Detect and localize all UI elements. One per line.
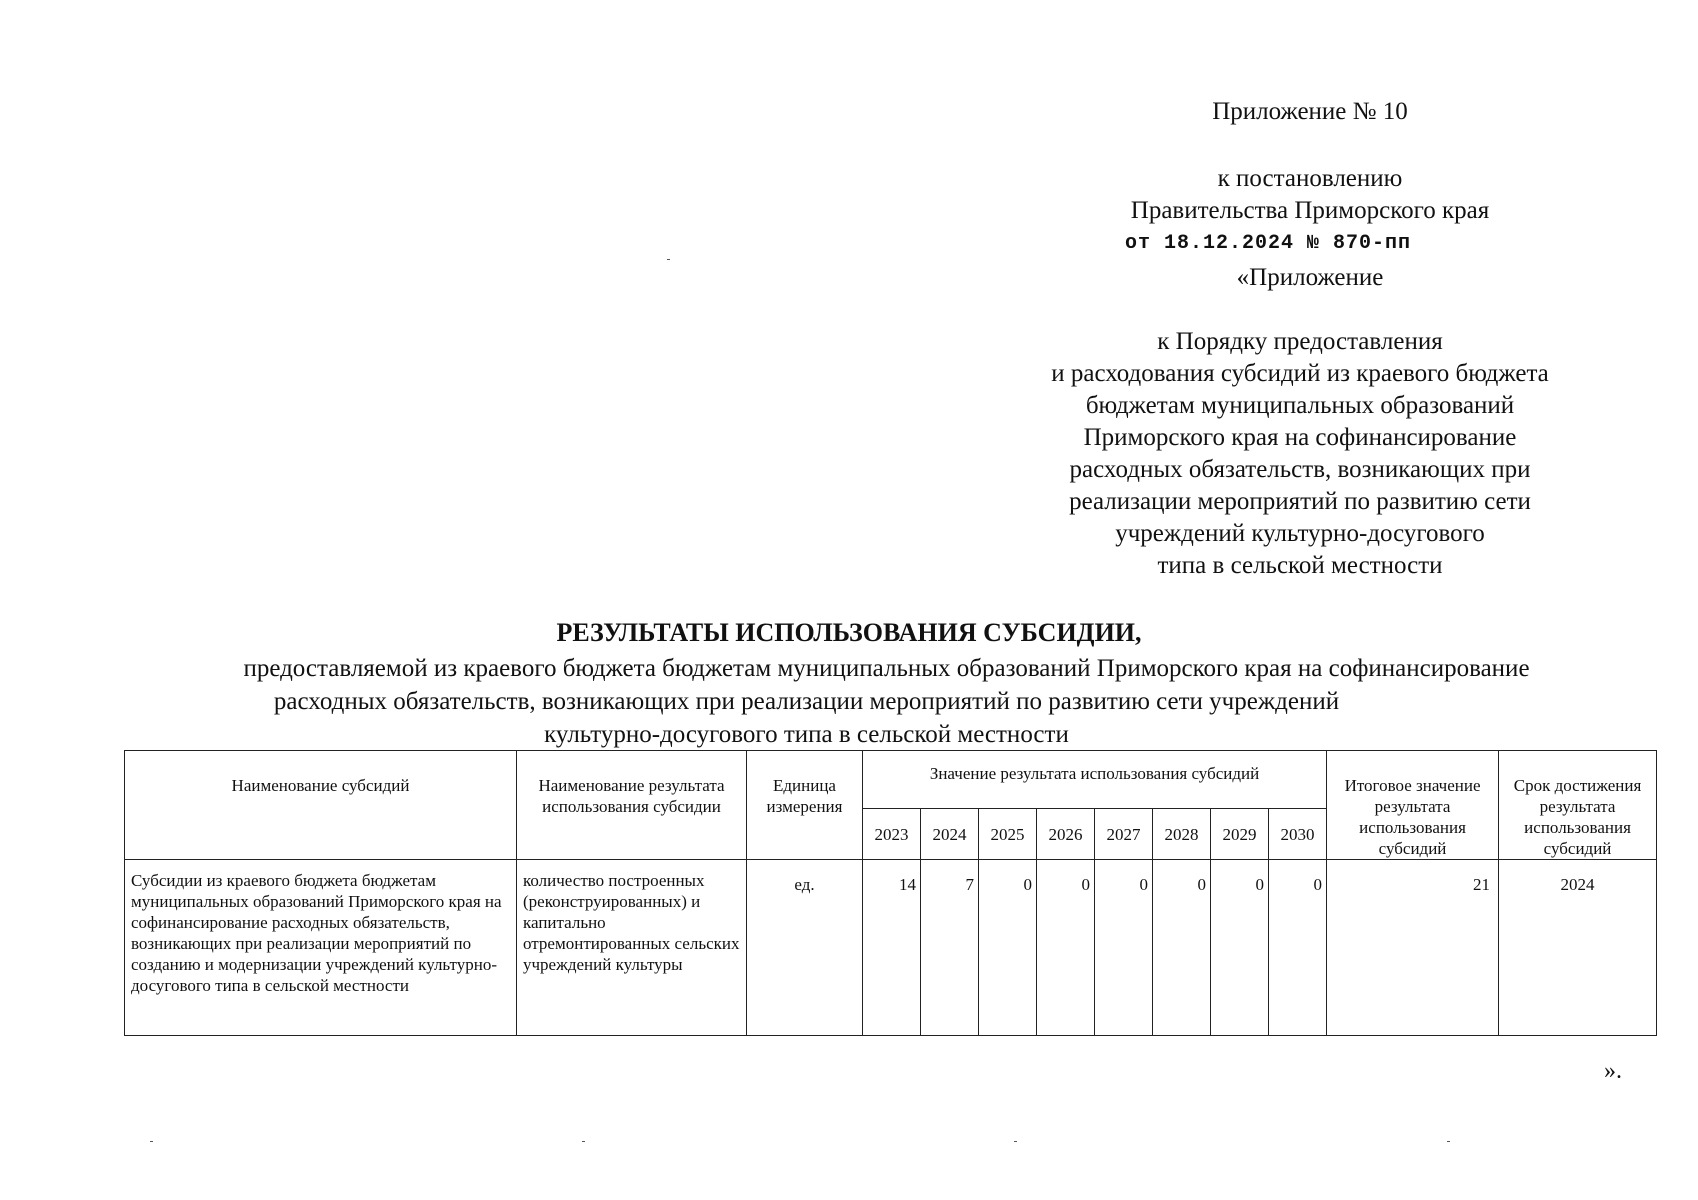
header-year: 2026 <box>1037 809 1095 860</box>
header-year: 2029 <box>1211 809 1269 860</box>
subtitle-line: культурно-досугового типа в сельской местности <box>544 721 1069 748</box>
document-subtitle <box>0 652 1698 751</box>
subtitle-line: предоставляемой из краевого бюджета бюджетам муниципальных образований Приморского края на софинансирование <box>243 655 1530 682</box>
header-year: 2028 <box>1153 809 1211 860</box>
document-title: РЕЗУЛЬТАТЫ ИСПОЛЬЗОВАНИЯ СУБСИДИИ, <box>556 618 1142 647</box>
header-result-name: Наименование результата использования субсидии <box>517 751 747 860</box>
cell-year-value: 7 <box>921 860 979 1036</box>
header-values-group: Значение результата использования субсидий <box>863 751 1327 809</box>
order-reference-block <box>990 326 1610 582</box>
cell-result-name: количество построенных (реконструированных) и капитально отремонтированных сельских учреждений культуры <box>517 860 747 1036</box>
header-year: 2030 <box>1269 809 1327 860</box>
government-line: Правительства Приморского края <box>1130 197 1490 224</box>
cell-year-value: 0 <box>1211 860 1269 1036</box>
cell-total: 21 <box>1327 860 1499 1036</box>
appendix-number: Приложение № 10 <box>1212 98 1408 125</box>
cell-unit: ед. <box>747 860 863 1036</box>
scan-speck <box>667 259 670 260</box>
order-line: расходных обязательств, возникающих при <box>1069 456 1531 483</box>
header-deadline: Срок достижения результата использования субсидий <box>1499 751 1657 860</box>
header-year: 2025 <box>979 809 1037 860</box>
cell-year-value: 0 <box>1095 860 1153 1036</box>
header-year: 2024 <box>921 809 979 860</box>
cell-subsidy-name: Субсидии из краевого бюджета бюджетам муниципальных образований Приморского края на софинансирование расходных обязательств, возникающих при реализации мероприятий по созданию и модернизации учреждений культурно-досугового типа в сельской местности <box>125 860 517 1036</box>
order-line: бюджетам муниципальных образований <box>1085 392 1515 419</box>
cell-year-value: 0 <box>1037 860 1095 1036</box>
order-line: типа в сельской местности <box>1157 552 1443 579</box>
order-line: реализации мероприятий по развитию сети <box>1069 488 1531 515</box>
order-line: к Порядку предоставления <box>1157 328 1443 355</box>
header-total: Итоговое значение результата использования субсидий <box>1327 751 1499 860</box>
header-year: 2027 <box>1095 809 1153 860</box>
to-decree-line: к постановлению <box>1217 165 1403 192</box>
header-year: 2023 <box>863 809 921 860</box>
closing-quote: ». <box>1604 1058 1622 1084</box>
cell-year-value: 0 <box>1153 860 1211 1036</box>
header-subsidy-name: Наименование субсидий <box>125 751 517 860</box>
header-unit: Единица измерения <box>747 751 863 860</box>
cell-year-value: 14 <box>863 860 921 1036</box>
order-line: Приморского края на софинансирование <box>1083 424 1517 451</box>
cell-deadline: 2024 <box>1499 860 1657 1036</box>
scan-speck <box>582 1141 585 1142</box>
decree-date-number: от 18.12.2024 № 870-пп <box>1125 232 1412 255</box>
scan-speck <box>1014 1141 1017 1142</box>
quote-appendix-line: «Приложение <box>1236 264 1384 291</box>
scan-speck <box>150 1141 153 1142</box>
table-header-row <box>125 751 1657 809</box>
cell-year-value: 0 <box>979 860 1037 1036</box>
subtitle-line: расходных обязательств, возникающих при реализации мероприятий по развитию сети учреждений <box>273 688 1340 715</box>
order-line: и расходования субсидий из краевого бюджета <box>1051 360 1549 387</box>
table-row <box>125 860 1657 1036</box>
scan-speck <box>1447 1141 1450 1142</box>
cell-year-value: 0 <box>1269 860 1327 1036</box>
results-table <box>124 750 1657 1036</box>
order-line: учреждений культурно-досугового <box>1115 520 1485 547</box>
